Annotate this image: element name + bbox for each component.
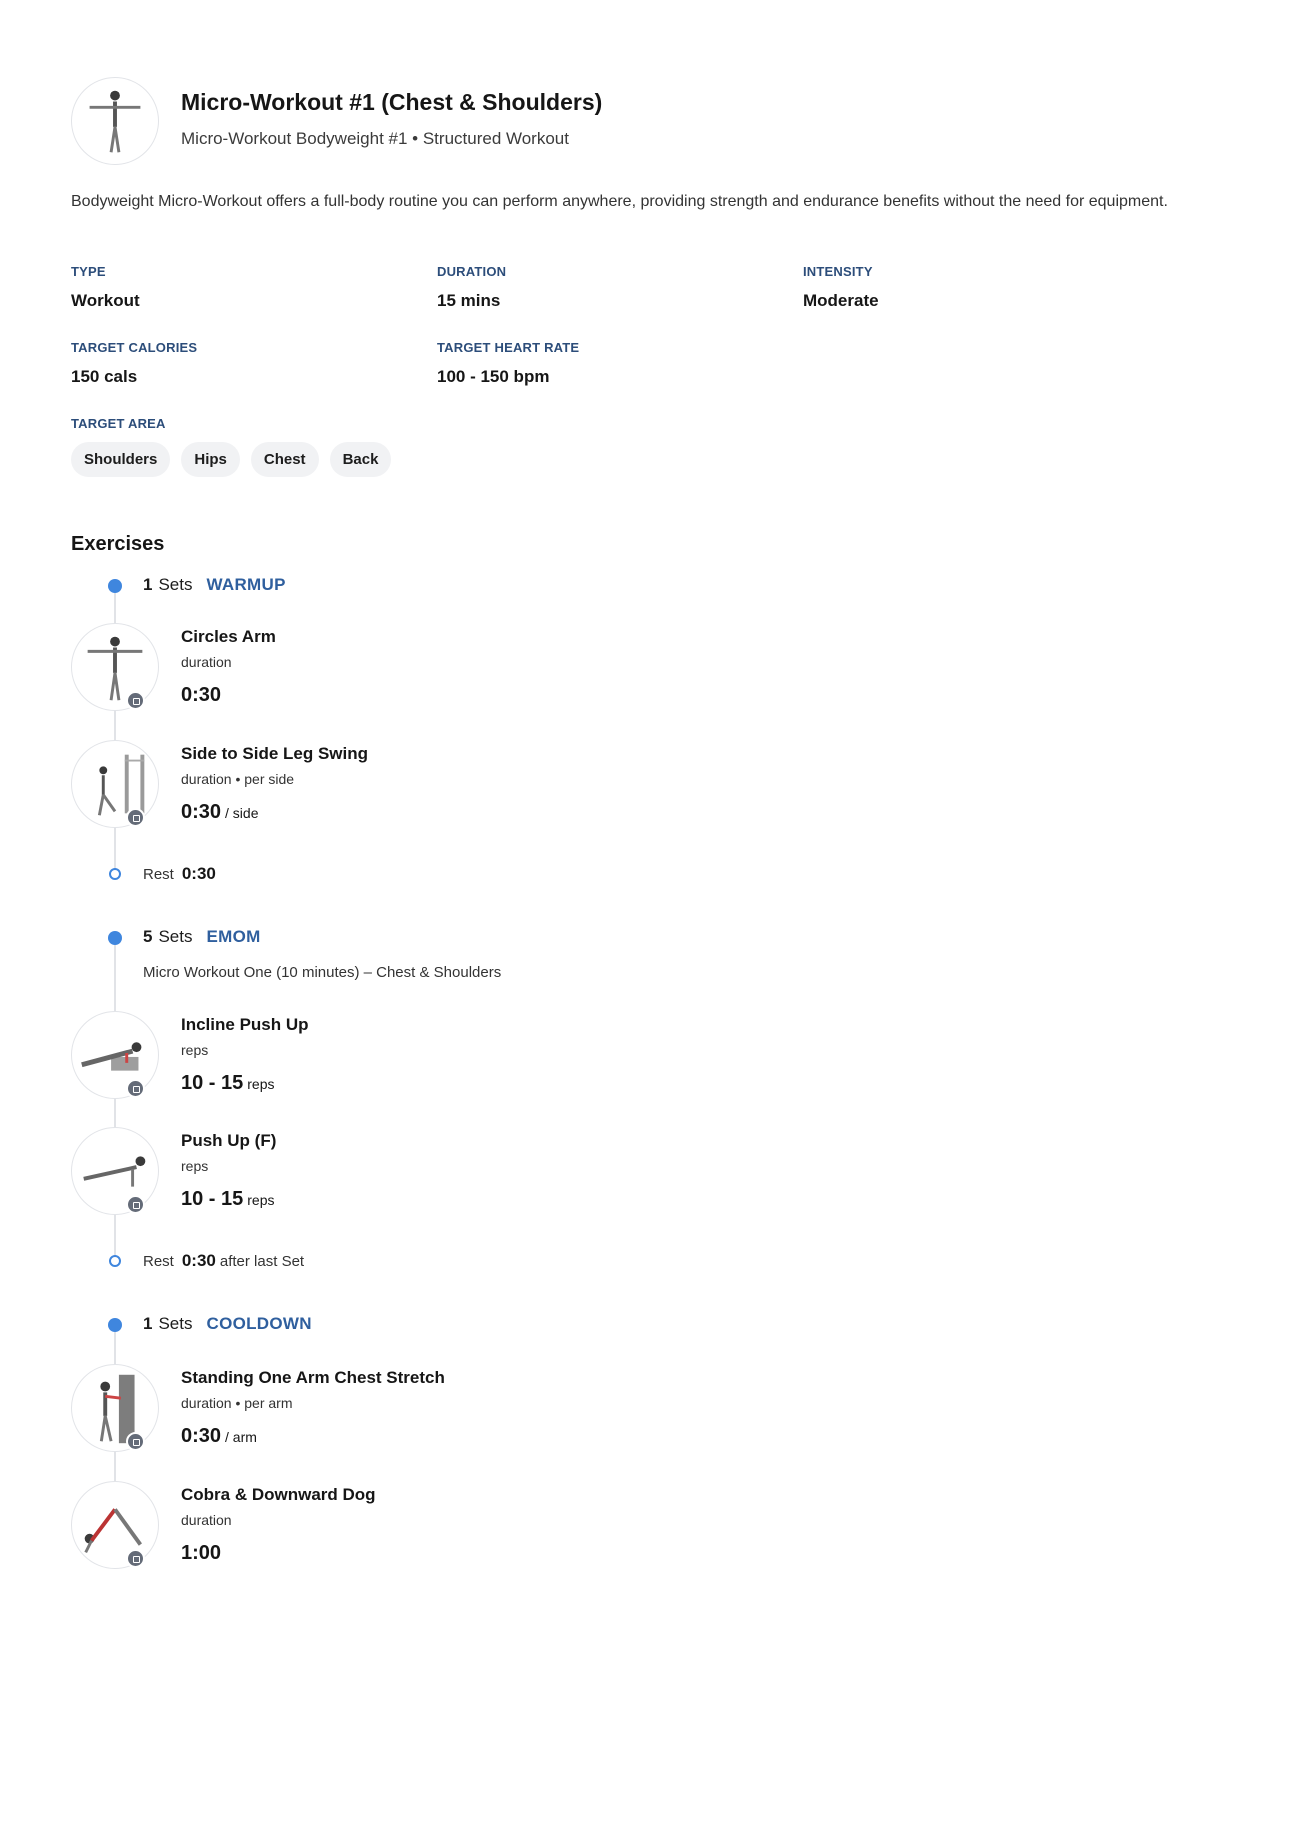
exercise-value bbox=[181, 684, 225, 707]
exercise-item[interactable] bbox=[71, 1481, 671, 1571]
area-chip: Chest bbox=[251, 442, 319, 477]
exercise-kind: reps bbox=[181, 1158, 209, 1174]
video-badge-icon[interactable] bbox=[126, 1079, 145, 1098]
exercises-heading: Exercises bbox=[71, 533, 165, 555]
exercise-value bbox=[181, 1188, 275, 1211]
exercise-value bbox=[181, 801, 259, 824]
exercise-unit: / arm bbox=[225, 1429, 257, 1445]
set-count: 1 bbox=[143, 575, 153, 594]
intensity-value: Moderate bbox=[803, 291, 879, 310]
area-chip: Back bbox=[330, 442, 392, 477]
exercise-item[interactable] bbox=[71, 1011, 671, 1101]
leg-swing-figure-icon bbox=[71, 740, 159, 828]
rest-value: 0:30 bbox=[181, 1251, 216, 1270]
type-label: TYPE bbox=[71, 264, 106, 279]
heart-rate-label: TARGET HEART RATE bbox=[437, 340, 580, 355]
exercise-kind: duration bbox=[181, 1512, 232, 1528]
exercise-name: Standing One Arm Chest Stretch bbox=[181, 1368, 445, 1387]
set-type-tag: COOLDOWN bbox=[206, 1314, 312, 1333]
rest-row bbox=[143, 1251, 304, 1271]
set-type-tag: EMOM bbox=[206, 927, 261, 946]
incline-push-up-figure-icon bbox=[71, 1011, 159, 1099]
exercise-name: Cobra & Downward Dog bbox=[181, 1485, 376, 1504]
exercise-name: Incline Push Up bbox=[181, 1015, 309, 1034]
set-marker-dot bbox=[108, 931, 122, 945]
exercise-kind: reps bbox=[181, 1042, 209, 1058]
workout-header bbox=[71, 77, 1221, 167]
intensity-label: INTENSITY bbox=[803, 264, 873, 279]
page-title: Micro-Workout #1 (Chest & Shoulders) bbox=[181, 89, 603, 115]
exercise-amount: 10 - 15 bbox=[181, 1072, 244, 1094]
workout-figure-icon bbox=[71, 77, 159, 165]
exercise-unit: reps bbox=[247, 1076, 275, 1092]
cobra-downward-dog-figure-icon bbox=[71, 1481, 159, 1569]
rest-marker-ring bbox=[109, 868, 121, 880]
type-value: Workout bbox=[71, 291, 140, 310]
exercise-amount: 0:30 bbox=[181, 684, 222, 706]
exercise-item[interactable] bbox=[71, 1364, 671, 1454]
rest-label: Rest bbox=[143, 866, 174, 883]
sets-label: Sets bbox=[158, 575, 193, 594]
video-badge-icon[interactable] bbox=[126, 1432, 145, 1451]
set-group-header bbox=[143, 1314, 312, 1334]
exercise-unit: / side bbox=[225, 805, 259, 821]
exercise-kind: duration • per side bbox=[181, 771, 295, 787]
target-area-chips bbox=[71, 442, 391, 477]
exercise-amount: 0:30 bbox=[181, 801, 222, 823]
rest-label: Rest bbox=[143, 1253, 174, 1270]
set-type-tag: WARMUP bbox=[206, 575, 286, 594]
exercise-amount: 10 - 15 bbox=[181, 1188, 244, 1210]
duration-value: 15 mins bbox=[437, 291, 501, 310]
sets-label: Sets bbox=[158, 1314, 193, 1333]
exercise-kind: duration bbox=[181, 654, 232, 670]
heart-rate-value: 100 - 150 bpm bbox=[437, 367, 550, 386]
exercise-name: Push Up (F) bbox=[181, 1131, 277, 1150]
set-group-header bbox=[143, 927, 261, 947]
chest-stretch-figure-icon bbox=[71, 1364, 159, 1452]
rest-value: 0:30 bbox=[181, 864, 216, 883]
video-badge-icon[interactable] bbox=[126, 1549, 145, 1568]
area-chip: Shoulders bbox=[71, 442, 170, 477]
exercise-name: Circles Arm bbox=[181, 627, 276, 646]
area-chip: Hips bbox=[181, 442, 240, 477]
workout-description: Bodyweight Micro-Workout offers a full-body routine you can perform anywhere, providing strength and endurance benefits without the need for equipment. bbox=[71, 193, 1168, 210]
exercise-kind: duration • per arm bbox=[181, 1395, 293, 1411]
set-marker-dot bbox=[108, 1318, 122, 1332]
exercise-name: Side to Side Leg Swing bbox=[181, 744, 369, 763]
set-count: 1 bbox=[143, 1314, 153, 1333]
rest-row bbox=[143, 864, 220, 884]
exercise-item[interactable] bbox=[71, 1127, 671, 1217]
exercise-value bbox=[181, 1542, 225, 1565]
page-subtitle: Micro-Workout Bodyweight #1 • Structured Workout bbox=[181, 129, 569, 148]
set-group-note: Micro Workout One (10 minutes) – Chest & Shoulders bbox=[143, 964, 502, 981]
exercise-item[interactable] bbox=[71, 623, 671, 713]
rest-marker-ring bbox=[109, 1255, 121, 1267]
calories-value: 150 cals bbox=[71, 367, 138, 386]
exercise-amount: 1:00 bbox=[181, 1542, 222, 1564]
exercise-unit: reps bbox=[247, 1192, 275, 1208]
calories-label: TARGET CALORIES bbox=[71, 340, 198, 355]
set-count: 5 bbox=[143, 927, 153, 946]
duration-label: DURATION bbox=[437, 264, 507, 279]
target-area-label: TARGET AREA bbox=[71, 416, 166, 431]
video-badge-icon[interactable] bbox=[126, 1195, 145, 1214]
exercise-value bbox=[181, 1425, 257, 1448]
exercise-item[interactable] bbox=[71, 740, 671, 830]
video-badge-icon[interactable] bbox=[126, 691, 145, 710]
rest-suffix: after last Set bbox=[219, 1253, 305, 1270]
set-marker-dot bbox=[108, 579, 122, 593]
video-badge-icon[interactable] bbox=[126, 808, 145, 827]
arm-circles-figure-icon bbox=[71, 623, 159, 711]
exercise-value bbox=[181, 1072, 275, 1095]
set-group-header bbox=[143, 575, 286, 595]
sets-label: Sets bbox=[158, 927, 193, 946]
push-up-figure-icon bbox=[71, 1127, 159, 1215]
exercise-amount: 0:30 bbox=[181, 1425, 222, 1447]
